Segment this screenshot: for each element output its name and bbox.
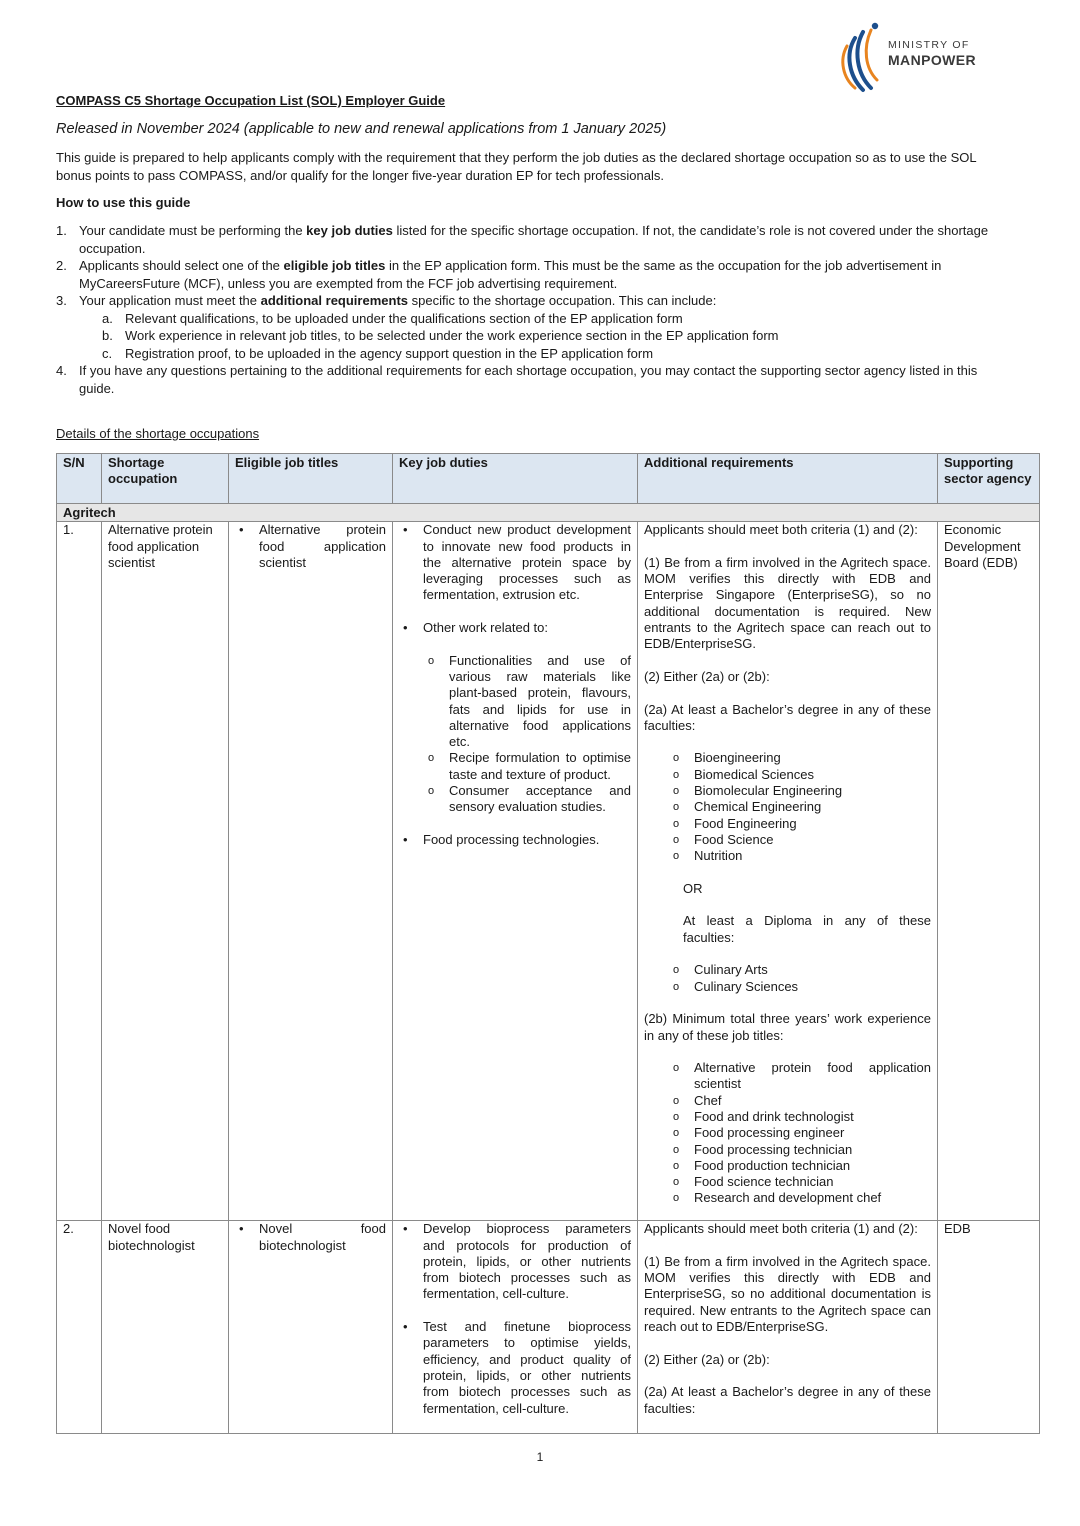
circle-bullet-icon: o (673, 1127, 680, 1140)
faculty: Culinary Arts (694, 962, 768, 978)
row-agency: Economic Development Board (EDB) (938, 522, 1040, 1221)
release-note: Released in November 2024 (applicable to new and renewal applications from 1 January 2025) (56, 121, 667, 137)
circle-bullet-icon: o (673, 801, 680, 814)
faculty: Biomedical Sciences (694, 766, 814, 782)
bullet-icon: • (403, 620, 408, 636)
list-item (399, 832, 631, 848)
list-item (399, 620, 631, 636)
faculty: Culinary Sciences (694, 978, 799, 994)
list-item (644, 979, 931, 995)
step-number: 2. (56, 258, 67, 273)
mom-emblem-icon (833, 20, 893, 96)
list-item (399, 750, 631, 783)
step-emphasis: key job duties (306, 223, 393, 238)
bullet-icon: • (403, 1221, 408, 1237)
circle-bullet-icon: o (673, 850, 680, 863)
table-header-row (57, 454, 1040, 504)
job-title-experience-list (644, 1060, 931, 1207)
step-3-sublist (79, 310, 996, 363)
experience-title: Food production technician (694, 1157, 851, 1173)
step-item (56, 257, 996, 292)
step-item (56, 292, 996, 362)
list-item (644, 783, 931, 799)
circle-bullet-icon: o (673, 1094, 680, 1107)
sub-item (79, 345, 996, 363)
howto-steps (56, 222, 996, 397)
circle-bullet-icon: o (673, 833, 680, 846)
diploma-faculty-list (644, 962, 931, 995)
list-item (399, 653, 631, 751)
experience-title: Alternative protein food application scientist (694, 1060, 931, 1092)
list-item (644, 816, 931, 832)
faculty: Food Science (694, 831, 774, 847)
req-criterion-2a: (2a) At least a Bachelor’s degree in any of these faculties: (644, 701, 931, 733)
faculty: Bioengineering (694, 750, 781, 766)
step-text: Applicants should select one of the (79, 258, 284, 273)
step-emphasis: eligible job titles (283, 258, 386, 273)
step-number: 1. (56, 223, 67, 238)
duty-subtext: Consumer acceptance and sensory evaluation studies. (449, 783, 631, 815)
sub-label: a. (102, 310, 113, 326)
step-text: in the EP application form. This must be the same as the occupation for the job advertisement in MyCareersFuture (MCF), unless you are exempted from the FCF job advertising requirement. (79, 258, 942, 291)
bullet-icon: • (403, 831, 408, 847)
sub-text: Work experience in relevant job titles, to be selected under the work experience section in the EP application form (125, 328, 779, 343)
experience-title: Chef (694, 1092, 722, 1108)
req-or: OR (683, 880, 703, 896)
list-item (399, 783, 631, 816)
circle-bullet-icon: o (428, 654, 435, 667)
step-item (56, 362, 996, 397)
page-number: 1 (536, 1450, 544, 1464)
sub-item (79, 327, 996, 345)
req-intro: Applicants should meet both criteria (1) and (2): (644, 522, 918, 538)
duty-text: Develop bioprocess parameters and protocols for production of protein, lipids, or other nutrients from biotech processes such as fermentation, cell-culture. (423, 1221, 631, 1302)
list-item (644, 1142, 931, 1158)
req-criterion-1: (1) Be from a firm involved in the Agritech space. MOM verifies this directly with EDB and EnterpriseSG, so no additional documentation is required. New entrants to the Agritech space can reach out to EDB/EnterpriseSG. (644, 1253, 931, 1335)
row-sn: 1. (57, 522, 102, 1221)
circle-bullet-icon: o (428, 785, 435, 798)
sub-item (79, 310, 996, 328)
header-sn: S/N (57, 454, 102, 504)
bullet-icon: • (403, 1319, 408, 1335)
circle-bullet-icon: o (673, 1062, 680, 1075)
details-heading: Details of the shortage occupations (56, 426, 260, 441)
experience-title: Food processing engineer (694, 1125, 845, 1141)
logo-line-2: MANPOWER (888, 52, 976, 68)
sub-label: c. (102, 345, 113, 361)
duties-list (399, 522, 631, 636)
req-criterion-2: (2) Either (2a) or (2b): (644, 668, 770, 684)
degree-faculty-list (644, 750, 931, 864)
req-intro: Applicants should meet both criteria (1) and (2): (644, 1221, 918, 1237)
header-job-titles: Eligible job titles (229, 454, 393, 504)
job-title: Novel food biotechnologist (259, 1221, 386, 1253)
job-title: Alternative protein food application scientist (259, 522, 386, 570)
logo-line-1: MINISTRY OF (888, 39, 970, 51)
list-item (644, 799, 931, 815)
circle-bullet-icon: o (673, 980, 680, 993)
duty-text: Test and finetune bioprocess parameters to optimise yields, efficiency, and product quality of protein, lipids, or other nutrients from biotech processes such as fermentation, cell-culture. (423, 1319, 631, 1416)
table-row (57, 522, 1040, 1221)
circle-bullet-icon: o (673, 785, 680, 798)
header-key-duties: Key job duties (393, 454, 638, 504)
list-item (644, 832, 931, 848)
req-diploma: At least a Diploma in any of these faculties: (683, 913, 931, 945)
duty-text: Conduct new product development to innovate new food products in the alternative protein space by leveraging processes such as fermentation, extrusion etc. (423, 522, 631, 603)
req-criterion-2a: (2a) At least a Bachelor’s degree in any of these faculties: (644, 1384, 931, 1416)
intro-paragraph: This guide is prepared to help applicants comply with the requirement that they perform the job duties as the declared shortage occupation so as to use the SOL bonus points to pass COMPASS, and/or qualify for the longer five-year duration EP for tech professionals. (56, 150, 977, 183)
sub-text: Registration proof, to be uploaded in the agency support question in the EP application form (125, 345, 654, 361)
experience-title: Food science technician (694, 1174, 834, 1190)
header-agency: Supporting sector agency (938, 454, 1040, 504)
sector-row (57, 504, 1040, 522)
sub-label: b. (102, 328, 113, 343)
sector-label: Agritech (57, 504, 1040, 522)
list-item (644, 1174, 931, 1190)
list-item (399, 1319, 631, 1417)
list-item (644, 1190, 931, 1206)
duty-sublist (399, 653, 631, 816)
list-item (644, 1109, 931, 1125)
duty-text: Other work related to: (423, 620, 548, 636)
req-criterion-1: (1) Be from a firm involved in the Agritech space. MOM verifies this directly with EDB and Enterprise Singapore (EnterpriseSG), so no additional documentation is required. New entrants to the Agritech space can reach out to EDB/EnterpriseSG. (644, 554, 931, 652)
shortage-occupation-table (56, 453, 1040, 1434)
step-emphasis: additional requirements (260, 293, 409, 308)
circle-bullet-icon: o (673, 1159, 680, 1172)
list-item (644, 767, 931, 783)
list-item (644, 1125, 931, 1141)
req-criterion-2: (2) Either (2a) or (2b): (644, 1351, 770, 1367)
duties-list (399, 832, 631, 848)
header-occupation: Shortage occupation (102, 454, 229, 504)
step-text: specific to the shortage occupation. This can include: (408, 293, 717, 308)
faculty: Biomolecular Engineering (694, 783, 843, 799)
bullet-icon: • (239, 522, 244, 538)
list-item (399, 1221, 631, 1302)
step-text: listed for the specific shortage occupation. If not, the candidate’s role is not covered under the shortage occupation. (79, 223, 989, 256)
faculty: Nutrition (694, 848, 743, 864)
bullet-icon: • (239, 1221, 244, 1237)
list-item (235, 522, 386, 571)
list-item (399, 522, 631, 603)
circle-bullet-icon: o (673, 1192, 680, 1205)
step-text: If you have any questions pertaining to the additional requirements for each shortage occupation, you may contact the supporting sector agency listed in this guide. (79, 363, 978, 396)
table-row (57, 1221, 1040, 1434)
list-item (644, 1158, 931, 1174)
circle-bullet-icon: o (673, 752, 680, 765)
circle-bullet-icon: o (673, 1176, 680, 1189)
step-number: 4. (56, 363, 67, 378)
step-item (56, 222, 996, 257)
list-item (644, 750, 931, 766)
experience-title: Food processing technician (694, 1141, 853, 1157)
list-item (644, 848, 931, 864)
row-occupation: Novel food biotechnologist (102, 1221, 229, 1434)
howto-heading: How to use this guide (56, 195, 191, 210)
list-item (644, 1093, 931, 1109)
circle-bullet-icon: o (673, 964, 680, 977)
circle-bullet-icon: o (673, 768, 680, 781)
header-additional-requirements: Additional requirements (638, 454, 938, 504)
duty-subtext: Functionalities and use of various raw materials like plant-based protein, flavours, fats and lipids for use in alternative food applications etc. (449, 652, 631, 750)
job-title-list (235, 1221, 386, 1254)
bullet-icon: • (403, 522, 408, 538)
circle-bullet-icon: o (673, 817, 680, 830)
req-criterion-2b: (2b) Minimum total three years’ work experience in any of these job titles: (644, 1011, 931, 1043)
job-title-list (235, 522, 386, 571)
step-number: 3. (56, 293, 67, 308)
step-text: Your candidate must be performing the (79, 223, 307, 238)
row-occupation: Alternative protein food application scientist (102, 522, 229, 1221)
circle-bullet-icon: o (673, 1143, 680, 1156)
list-item (644, 962, 931, 978)
list-item (644, 1060, 931, 1093)
document-title: COMPASS C5 Shortage Occupation List (SOL) Employer Guide (56, 93, 446, 108)
circle-bullet-icon: o (428, 752, 435, 765)
duty-subtext: Recipe formulation to optimise taste and texture of product. (449, 750, 631, 782)
mom-logo (833, 20, 993, 96)
step-text: Your application must meet the (79, 293, 261, 308)
sub-text: Relevant qualifications, to be uploaded under the qualifications section of the EP application form (125, 310, 683, 326)
experience-title: Research and development chef (694, 1190, 882, 1206)
circle-bullet-icon: o (673, 1110, 680, 1123)
list-item (235, 1221, 386, 1254)
duties-list (399, 1221, 631, 1417)
faculty: Food Engineering (694, 815, 797, 831)
faculty: Chemical Engineering (694, 799, 822, 815)
row-agency: EDB (938, 1221, 1040, 1434)
experience-title: Food and drink technologist (694, 1108, 854, 1124)
duty-text: Food processing technologies. (423, 831, 600, 847)
row-sn: 2. (57, 1221, 102, 1434)
